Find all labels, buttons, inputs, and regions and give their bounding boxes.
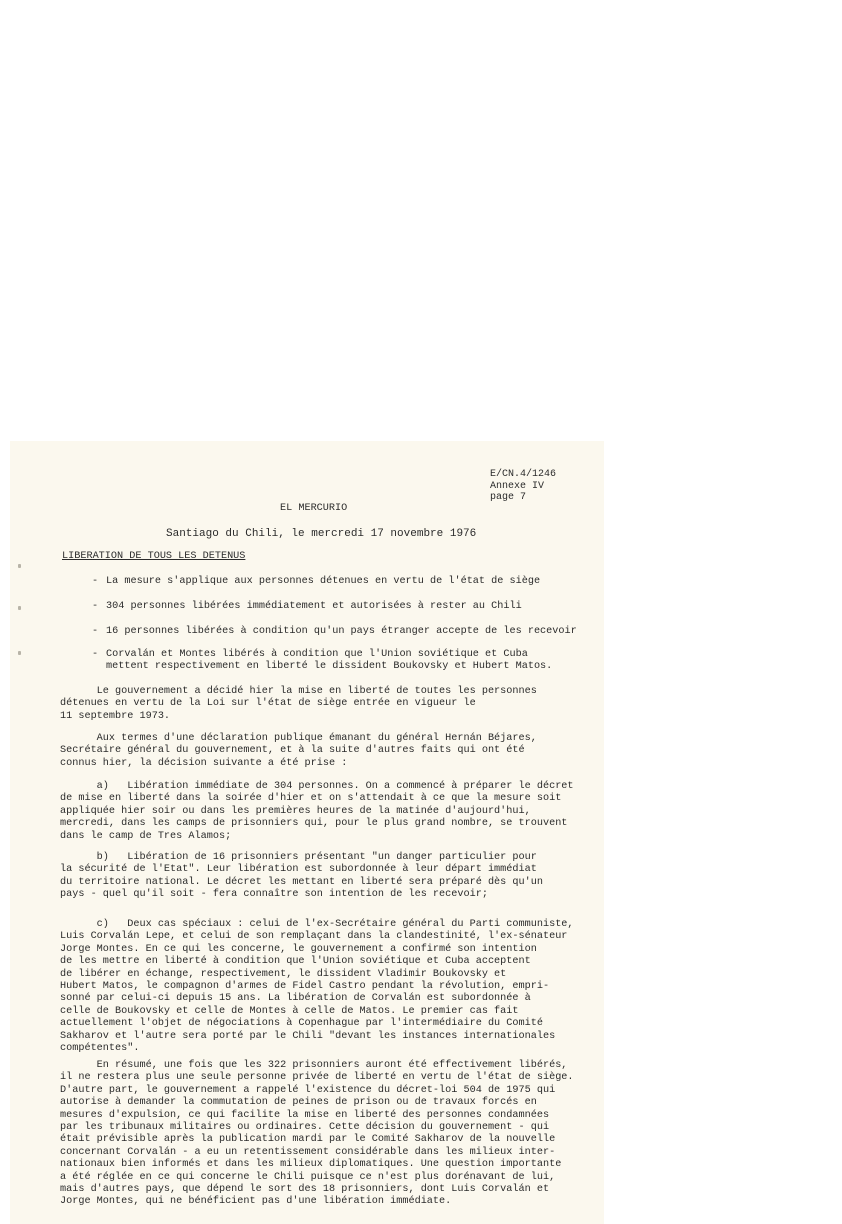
text-line: nationaux bien informés et dans les milieux diplomatiques. Une question importante	[60, 1159, 562, 1171]
text-line: c) Deux cas spéciaux : celui de l'ex-Secrétaire général du Parti communiste,	[60, 919, 574, 930]
paragraph-intro	[60, 686, 537, 723]
text-line: pays - quel qu'il soit - fera connaître son intention de les recevoir;	[60, 889, 488, 901]
text-line: sonné par celui-ci depuis 15 ans. La libération de Corvalán est subordonnée à	[60, 993, 531, 1005]
text-line: appliquée hier soir ou dans les premières heures de la matinée d'aujourd'hui,	[60, 805, 531, 817]
paragraph-c	[60, 919, 574, 1055]
document-reference	[490, 469, 556, 504]
text-line: il ne restera plus une seule personne privée de liberté en vertu de l'état de siège.	[60, 1072, 574, 1084]
text-line: mesures d'expulsion, ce qui facilite la mise en liberté des personnes condamnées	[60, 1109, 550, 1121]
newspaper-name: EL MERCURIO	[280, 503, 348, 514]
text-line: mercredi, dans les camps de prisonniers qui, pour le plus grand nombre, se trouvent	[60, 818, 568, 830]
scan-speck	[18, 564, 21, 568]
text-line: D'autre part, le gouvernement a rappelé l'existence du décret-loi 504 de 1975 qui	[60, 1084, 556, 1096]
text-line: actuellement l'objet de négociations à Copenhague par l'intermédiaire du Comité	[60, 1018, 543, 1030]
text-line: du territoire national. Le décret les mettant en liberté sera préparé dès qu'un	[60, 876, 543, 888]
paragraph-summary	[60, 1060, 574, 1209]
text-line: a été réglée en ce qui concerne le Chili puisque ce n'est plus dorénavant de lui,	[60, 1171, 556, 1183]
text-line: autorise à demander la commutation de peines de prison ou de travaux forcés en	[60, 1097, 537, 1109]
bullet-item-continuation: mettent respectivement en liberté le dissident Boukovsky et Hubert Matos.	[106, 661, 553, 672]
reference-line: page 7	[490, 492, 527, 503]
article-heading: LIBERATION DE TOUS LES DETENUS	[62, 551, 246, 562]
bullet-item: - 16 personnes libérées à condition qu'un pays étranger accepte de les recevoir	[92, 626, 577, 637]
text-line: Aux termes d'une déclaration publique émanant du général Hernán Béjares,	[60, 733, 537, 744]
text-line: Le gouvernement a décidé hier la mise en liberté de toutes les personnes	[60, 686, 537, 697]
text-line: était prévisible après la publication mardi par le Comité Sakharov de la nouvelle	[60, 1134, 556, 1146]
paragraph-a	[60, 781, 574, 843]
text-line: concernant Corvalán - a eu un retentissement considérable dans les milieux inter-	[60, 1146, 556, 1158]
scan-speck	[18, 651, 21, 655]
text-line: a) Libération immédiate de 304 personnes. On a commencé à préparer le décret	[60, 781, 574, 792]
text-line: détenues en vertu de la Loi sur l'état de siège entrée en vigueur le	[60, 698, 476, 710]
paragraph-b	[60, 852, 543, 902]
text-line: Hubert Matos, le compagnon d'armes de Fidel Castro pendant la révolution, empri-	[60, 981, 550, 993]
text-line: b) Libération de 16 prisonniers présentant "un danger particulier pour	[60, 852, 537, 863]
bullet-item: - 304 personnes libérées immédiatement et autorisées à rester au Chili	[92, 601, 522, 612]
text-line: dans le camp de Tres Alamos;	[60, 830, 232, 842]
text-line: Jorge Montes, qui ne bénéficient pas d'une libération immédiate.	[60, 1196, 452, 1208]
text-line: Secrétaire général du gouvernement, et à la suite d'autres faits qui ont été	[60, 745, 525, 757]
paragraph-declaration	[60, 733, 537, 770]
text-line: de les mettre en liberté à condition que l'Union soviétique et Cuba acceptent	[60, 956, 531, 968]
text-line: celle de Boukovsky et celle de Montes à celle de Matos. Le premier cas fait	[60, 1005, 519, 1017]
text-line: 11 septembre 1973.	[60, 710, 171, 722]
scan-speck	[18, 606, 21, 610]
text-line: par les tribunaux militaires ou ordinaires. Cette décision du gouvernement - qui	[60, 1122, 550, 1134]
text-line: Luis Corvalán Lepe, et celui de son remplaçant dans la clandestinité, l'ex-sénateur	[60, 931, 568, 943]
bullet-item: - Corvalán et Montes libérés à condition que l'Union soviétique et Cuba	[92, 649, 528, 660]
text-line: compétentes".	[60, 1043, 140, 1055]
text-line: mais d'autres pays, que dépend le sort des 18 prisonniers, dont Luis Corvalán et	[60, 1184, 550, 1196]
dateline: Santiago du Chili, le mercredi 17 novembre 1976	[166, 528, 477, 540]
reference-line: E/CN.4/1246	[490, 469, 557, 480]
text-line: la sécurité de l'Etat". Leur libération est subordonnée à leur départ immédiat	[60, 864, 537, 876]
text-line: Sakharov et l'autre sera porté par le Chili "devant les instances internationales	[60, 1030, 556, 1042]
text-line: connus hier, la décision suivante a été prise :	[60, 757, 348, 769]
bullet-item: - La mesure s'applique aux personnes détenues en vertu de l'état de siège	[92, 576, 541, 587]
text-line: Jorge Montes. En ce qui les concerne, le gouvernement a confirmé son intention	[60, 943, 537, 955]
text-line: de mise en liberté dans la soirée d'hier et on s'attendait à ce que la mesure soit	[60, 793, 562, 805]
scanned-page	[10, 441, 604, 1224]
reference-line: Annexe IV	[490, 480, 545, 492]
text-line: de libérer en échange, respectivement, le dissident Vladimir Boukovsky et	[60, 968, 507, 980]
text-line: En résumé, une fois que les 322 prisonniers auront été effectivement libérés,	[60, 1060, 568, 1071]
